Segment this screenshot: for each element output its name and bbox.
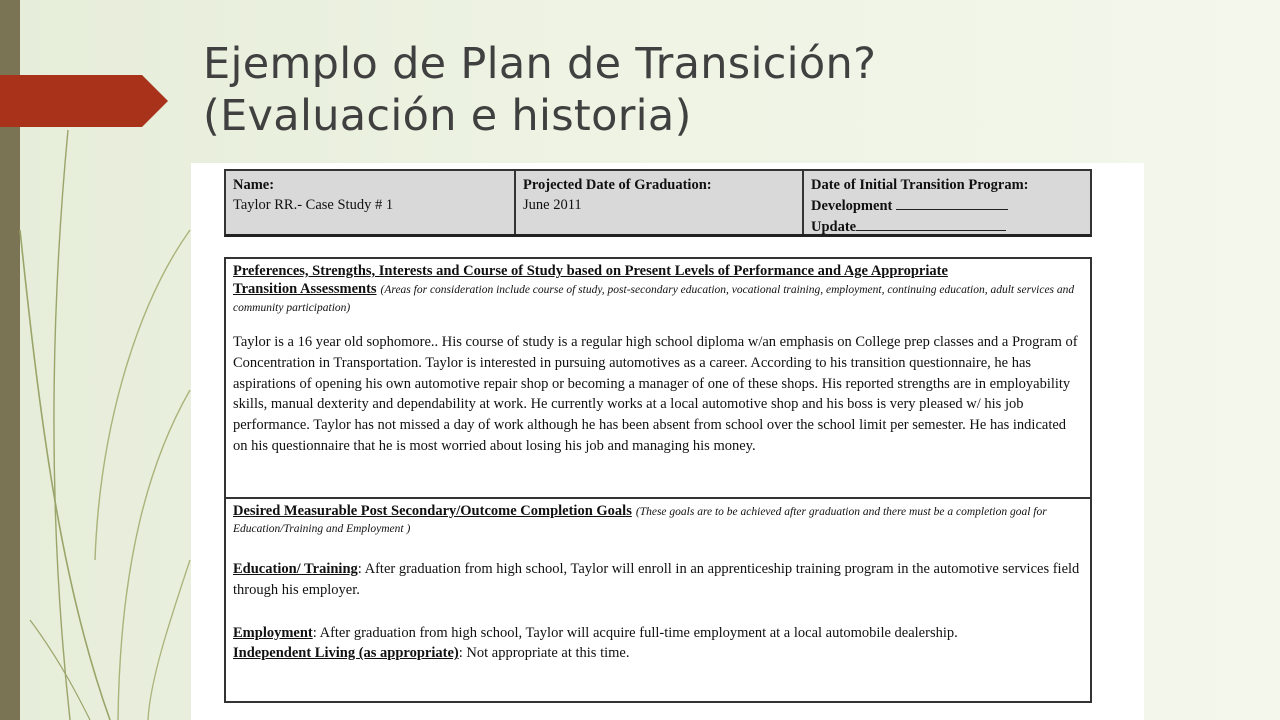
graduation-cell: [516, 171, 804, 234]
independent-living-label: Independent Living (as appropriate): [233, 645, 459, 662]
employment-goal: [233, 623, 1083, 644]
slide-title: [203, 38, 876, 142]
initial-program-label: Date of Initial Transition Program:: [811, 177, 1029, 193]
independent-living-text: : Not appropriate at this time.: [458, 645, 630, 662]
graduation-label: Projected Date of Graduation:: [523, 177, 712, 193]
employment-text: : After graduation from high school, Taylor will acquire full-time employment at a local automobile dealership.: [312, 624, 958, 641]
update-blank: [856, 216, 1006, 231]
name-value: Taylor RR.- Case Study # 1: [233, 197, 394, 213]
goals-heading: Desired Measurable Post Secondary/Outcome Completion Goals: [233, 503, 632, 519]
document-header-table: [224, 169, 1092, 237]
preferences-body: Taylor is a 16 year old sophomore.. His course of study is a regular high school diploma w/an emphasis on College prep classes and a Program of Concentration in Transportation. Taylor is interested in pursuing automotives as a career. According to his transition questionnaire, he has aspirations of opening his own automotive repair shop or becoming a manager of one of these shops. His reported strengths are in employability skills, manual dexterity and dependability at work. He currently works at a local automotive shop and his boss is very pleased w/ his job performance. Taylor has not missed a day of work although he has been absent from school over the school limit per semester. He has indicated on his questionnaire that he is most worried about losing his job and managing his money.: [233, 334, 1078, 454]
title-line-2: (Evaluación e historia): [203, 91, 692, 141]
preferences-heading: Preferences, Strengths, Interests and Course of Study based on Present Levels of Performance and Age Appropriate: [233, 263, 948, 279]
employment-label: Employment: [233, 624, 313, 641]
transition-plan-document: [191, 163, 1144, 720]
goals-note: (These goals are to be achieved after graduation and there must be a completion goal for Education/Training and Employment ): [233, 506, 1047, 535]
development-label: Development: [811, 198, 893, 214]
independent-living-goal: [233, 643, 1083, 664]
goals-section: [226, 499, 1090, 701]
title-line-1: Ejemplo de Plan de Transición?: [203, 39, 877, 89]
education-text: : After graduation from high school, Taylor will enroll in an apprenticeship training program in the automotive services field through his employer.: [233, 561, 1080, 598]
initial-program-cell: [804, 171, 1090, 234]
name-cell: [226, 171, 516, 234]
development-blank: [896, 195, 1008, 210]
title-arrow-marker: [0, 75, 168, 127]
graduation-value: June 2011: [523, 197, 582, 213]
preferences-note: (Areas for consideration include course of study, post-secondary education, vocational training, employment, continuing education, adult services and community participation): [233, 284, 1075, 314]
education-goal: [233, 559, 1083, 601]
education-label: Education/ Training: [233, 561, 358, 577]
preferences-heading-cont: Transition Assessments: [233, 281, 377, 297]
update-label: Update: [811, 219, 857, 235]
name-label: Name:: [233, 177, 275, 193]
preferences-section: [226, 259, 1090, 499]
plan-sections-box: [224, 257, 1092, 703]
